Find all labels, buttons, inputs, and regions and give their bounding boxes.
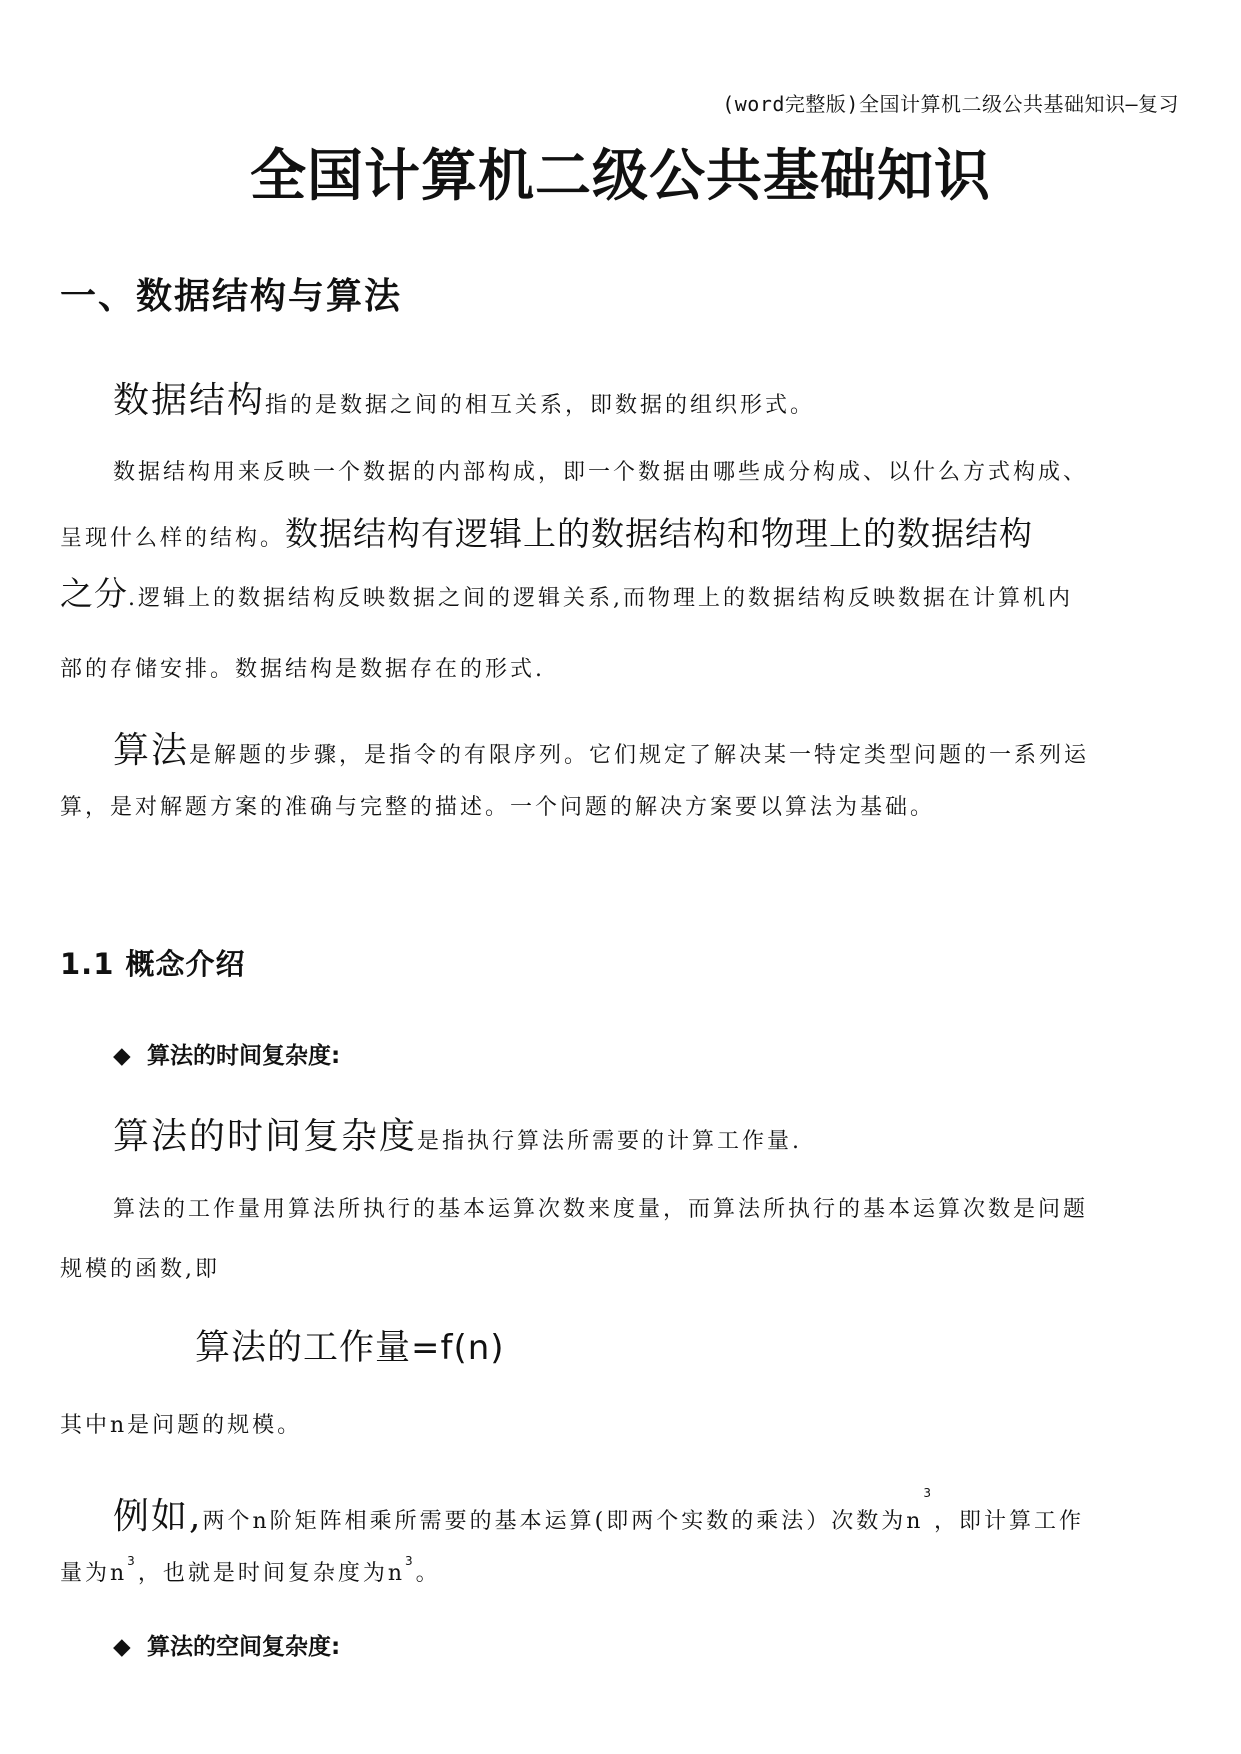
paragraph-line: 之分.逻辑上的数据结构反映数据之间的逻辑关系,而物理上的数据结构反映数据在计算机内 xyxy=(60,574,1073,613)
paragraph-line: 算，是对解题方案的准确与完整的描述。一个问题的解决方案要以算法为基础。 xyxy=(60,795,936,820)
paragraph-line: 数据结构用来反映一个数据的内部构成，即一个数据由哪些成分构成、以什么方式构成、 xyxy=(113,460,1089,485)
term-example: 例如, xyxy=(113,1496,203,1537)
paragraph-example: 例如,两个n阶矩阵相乘所需要的基本运算(即两个实数的乘法）次数为$n^3$，即计算工作 xyxy=(113,1486,1085,1537)
paragraph-line: 规模的函数,即 xyxy=(60,1257,220,1282)
diamond-bullet-icon: ◆ xyxy=(113,1634,131,1660)
page-header: (word完整版)全国计算机二级公共基础知识—复习 xyxy=(722,92,1179,116)
section-heading: 一、数据结构与算法 xyxy=(60,276,403,317)
formula: 算法的工作量=f(n) xyxy=(195,1328,505,1368)
term-data-structure: 数据结构 xyxy=(113,380,266,421)
paragraph-line: 量为$n^3$，也就是时间复杂度为$n^3$。 xyxy=(60,1554,441,1586)
paragraph-line: 算法的工作量用算法所执行的基本运算次数来度量，而算法所执行的基本运算次数是问题 xyxy=(113,1197,1089,1222)
term-algorithm: 算法 xyxy=(113,730,190,771)
paragraph-data-structure-definition: 数据结构指的是数据之间的相互关系，即数据的组织形式。 xyxy=(113,380,816,421)
emphasis-text: 数据结构有逻辑上的数据结构和物理上的数据结构 xyxy=(285,514,1034,553)
document-title: 全国计算机二级公共基础知识 xyxy=(250,144,991,209)
paragraph-line: 部的存储安排。数据结构是数据存在的形式. xyxy=(60,657,545,682)
bullet-item-space-complexity: ◆ 算法的空间复杂度: xyxy=(113,1634,341,1660)
paragraph-time-complexity-definition: 算法的时间复杂度是指执行算法所需要的计算工作量. xyxy=(113,1116,803,1157)
paragraph-algorithm-definition: 算法是解题的步骤，是指令的有限序列。它们规定了解决某一特定类型问题的一系列运 xyxy=(113,730,1090,771)
subsection-heading: 1.1 概念介绍 xyxy=(60,947,246,981)
bullet-item-time-complexity: ◆ 算法的时间复杂度: xyxy=(113,1043,341,1069)
term-time-complexity: 算法的时间复杂度 xyxy=(113,1116,418,1157)
diamond-bullet-icon: ◆ xyxy=(113,1043,131,1069)
paragraph-line: 其中n是问题的规模。 xyxy=(60,1413,303,1438)
emphasis-text: 之分 xyxy=(60,574,128,613)
paragraph-line: 呈现什么样的结构。数据结构有逻辑上的数据结构和物理上的数据结构 xyxy=(60,514,1034,553)
